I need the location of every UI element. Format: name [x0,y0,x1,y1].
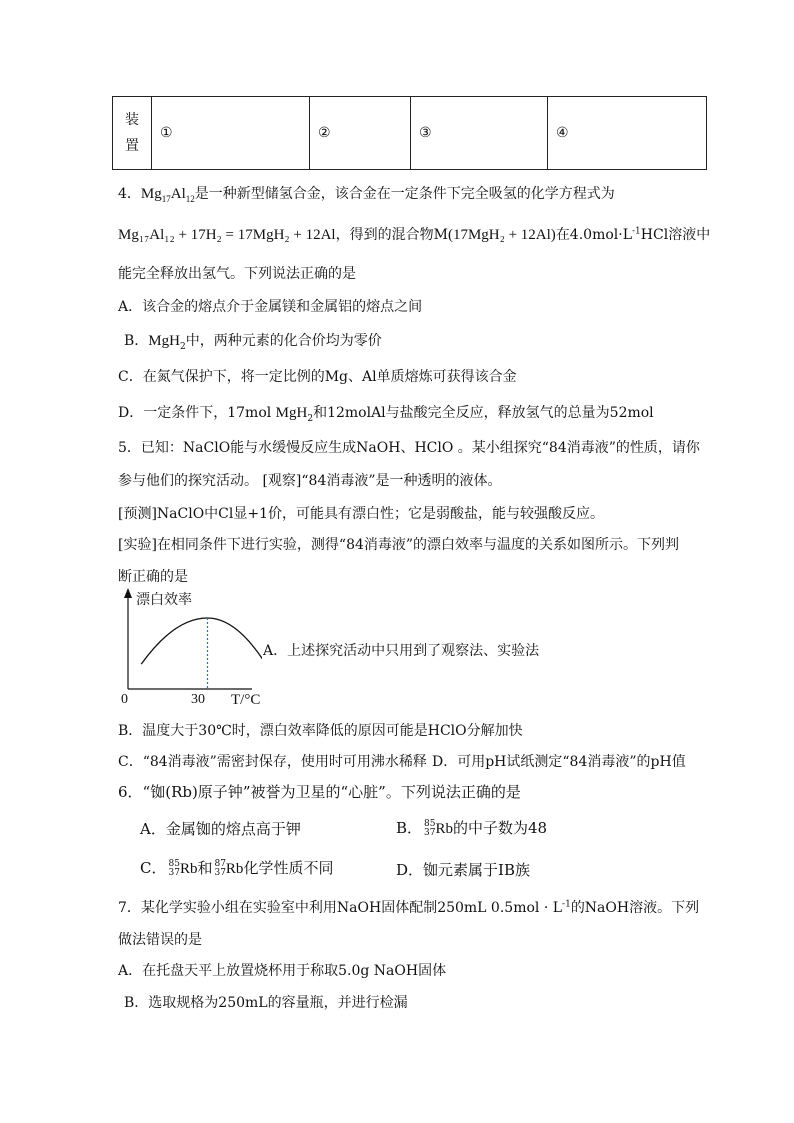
q4-number: 4． [118,186,141,202]
option-text: 和12molAl与盐酸完全反应，释放氢气的总量为52mol [313,405,654,421]
mgh2-formula: MgH [148,333,180,349]
q6-option-d: D．铷元素属于ⅠB族 [396,861,530,879]
q5-line3: [预测]NaClO中Cl显+1价，可能具有漂白性；它是弱酸盐，能与较强酸反应。 [118,506,605,522]
chart-peak-tick-label: 30 [191,692,205,707]
q4-stem-text: 是一种新型储氢合金，该合金在一定条件下完全吸氢的化学方程式为 [194,186,615,202]
mgh2-formula: MgH [275,405,308,421]
q7-line2: 做法错误的是 [118,932,202,948]
nuclide-notation [214,860,225,878]
q7-line1 [118,897,699,917]
table-row [113,97,707,170]
conjunction: 和 [197,859,213,877]
chart-x-label: T/°C [231,692,261,708]
q5-option-b: B．温度大于30℃时，漂白效率降低的原因可能是HClO分解加快 [118,723,523,739]
atomic-number: 37 [424,828,436,838]
apparatus-header-cell [113,97,152,170]
q4-option-d [118,402,654,424]
q4-stem-line2 [118,224,710,244]
option-label: B． [124,333,149,349]
q5-line4: [实验]在相同条件下进行实验，测得“84消毒液”的漂白效率与温度的关系如图所示。下列判 [118,537,680,553]
apparatus-cell-3: ③ [411,97,548,170]
q4-solution: HCl溶液中 [640,227,711,243]
q4-mixture-formula: (17MgH₂ + 12Al) [447,227,556,243]
q5-line1: 5．已知：NaClO能与水缓慢反应生成NaOH、HClO 。某小组探究“84消毒液”的性质，请你 [118,440,700,456]
apparatus-cell-1: ① [152,97,310,170]
q7-stem-text: 7．某化学实验小组在实验室中利用NaOH固体配制250mL 0.5mol · L [118,900,563,916]
subscript-17: 17 [161,194,171,204]
element-symbol: Rb [179,861,198,877]
efficiency-curve [141,618,262,664]
q4-stem-line1 [118,183,615,204]
formula-mg: Mg [140,186,162,202]
mass-number: 87 [214,859,226,869]
q5-option-d: D．可用pH试纸测定“84消毒液”的pH值 [432,754,686,770]
subscript-2: 2 [179,341,186,352]
q7-option-b: B．选取规格为250mL的容量瓶，并进行检漏 [124,995,408,1011]
atomic-number: 37 [214,868,226,878]
q4-equation: Mg₁₇Al₁₂ + 17H₂ = 17MgH₂ + 12Al [118,227,336,243]
q6-option-b [396,817,547,838]
chart-origin-label: 0 [121,692,128,707]
q7-exponent: -1 [562,899,571,910]
formula-al: Al [170,186,186,202]
subscript-12: 12 [185,194,195,204]
option-label: B． [396,819,423,837]
q6-stem: 6．“铷(Rb)原子钟”被誉为卫星的“心脏”。下列说法正确的是 [118,783,521,801]
subscript-2: 2 [307,413,314,424]
q4-concentration: 在4.0mol·L [555,227,633,243]
q6-option-c [140,857,333,878]
option-label: C． [140,859,167,877]
atomic-number: 37 [168,868,180,878]
q5-option-c: C．“84消毒液”需密封保存，使用时可用沸水稀释 [118,754,427,770]
option-text: 化学性质不同 [243,859,334,877]
q4-option-b [124,330,382,352]
element-symbol: Rb [225,861,244,877]
header-char-2: 置 [125,138,139,154]
apparatus-cell-2: ② [310,97,411,170]
apparatus-table [112,96,707,170]
q6-option-a: A．金属铷的熔点高于钾 [140,820,301,838]
header-char-1: 装 [125,112,139,128]
option-text: 中，两种元素的化合价均为零价 [185,333,382,349]
q4-stem-mixture-text: ，得到的混合物M [335,227,448,243]
nuclide-notation [424,820,435,838]
mass-number: 85 [424,819,436,829]
mass-number: 85 [168,859,180,869]
q4-exponent: -1 [632,226,641,237]
q7-stem-text-end: 的NaOH溶液。下列 [570,900,700,916]
q4-stem-line3: 能完全释放出氢气。下列说法正确的是 [118,266,356,282]
y-axis-arrow [124,588,132,598]
q5-line5: 断正确的是 [118,569,188,585]
nuclide-notation [168,860,179,878]
option-label: D．一定条件下，17mol [118,405,276,421]
q4-option-c: C．在氮气保护下，将一定比例的Mg、Al单质熔炼可获得该合金 [118,369,517,385]
q5-option-a: A．上述探究活动中只用到了观察法、实验法 [263,643,540,659]
chart-y-label: 漂白效率 [136,592,192,608]
element-symbol: Rb [435,821,453,837]
q4-alloy-formula [141,186,195,202]
q4-option-a: A．该合金的熔点介于金属镁和金属铝的熔点之间 [118,299,423,315]
q5-line2: 参与他们的探究活动。 [观察]“84消毒液”是一种透明的液体。 [118,473,502,489]
option-text: 的中子数为48 [453,819,548,837]
q7-option-a: A．在托盘天平上放置烧杯用于称取5.0g NaOH固体 [118,963,447,979]
apparatus-cell-4: ④ [548,97,707,170]
